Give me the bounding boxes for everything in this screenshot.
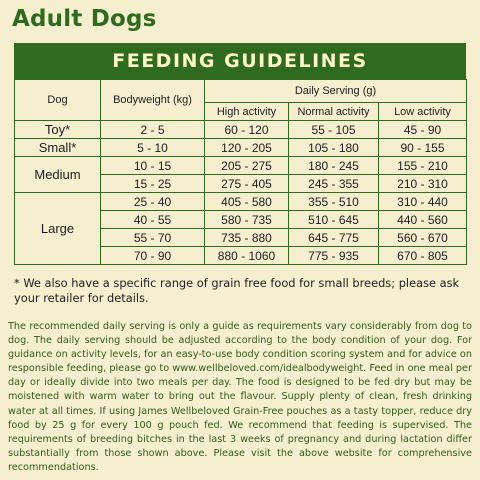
dog-size-cell: Large: [15, 193, 101, 265]
page-title: Adult Dogs: [12, 6, 157, 32]
weight-cell: 25 - 40: [101, 193, 205, 211]
high-cell: 880 - 1060: [205, 247, 289, 265]
header-low-activity: Low activity: [379, 103, 467, 121]
weight-cell: 2 - 5: [101, 121, 205, 139]
weight-cell: 55 - 70: [101, 229, 205, 247]
weight-cell: 10 - 15: [101, 157, 205, 175]
low-cell: 45 - 90: [379, 121, 467, 139]
dog-size-cell: Small*: [15, 139, 101, 157]
low-cell: 210 - 310: [379, 175, 467, 193]
high-cell: 735 - 880: [205, 229, 289, 247]
normal-cell: 775 - 935: [289, 247, 379, 265]
dog-size-cell: Toy*: [15, 121, 101, 139]
weight-cell: 70 - 90: [101, 247, 205, 265]
low-cell: 670 - 805: [379, 247, 467, 265]
low-cell: 310 - 440: [379, 193, 467, 211]
high-cell: 60 - 120: [205, 121, 289, 139]
header-normal-activity: Normal activity: [289, 103, 379, 121]
weight-cell: 40 - 55: [101, 211, 205, 229]
normal-cell: 245 - 355: [289, 175, 379, 193]
low-cell: 155 - 210: [379, 157, 467, 175]
table-row: [15, 193, 467, 211]
high-cell: 405 - 580: [205, 193, 289, 211]
normal-cell: 180 - 245: [289, 157, 379, 175]
weight-cell: 5 - 10: [101, 139, 205, 157]
guidelines-grid: [14, 79, 467, 265]
low-cell: 440 - 560: [379, 211, 467, 229]
low-cell: 90 - 155: [379, 139, 467, 157]
dog-size-cell: Medium: [15, 157, 101, 193]
feeding-guidelines-table: [14, 43, 466, 265]
weight-cell: 15 - 25: [101, 175, 205, 193]
header-high-activity: High activity: [205, 103, 289, 121]
table-row: [15, 157, 467, 175]
table-row: [15, 139, 467, 157]
table-row: [15, 121, 467, 139]
header-daily-serving: Daily Serving (g): [205, 80, 467, 103]
low-cell: 560 - 670: [379, 229, 467, 247]
header-dog: Dog: [15, 80, 101, 121]
header-row: [15, 80, 467, 103]
header-bodyweight: Bodyweight (kg): [101, 80, 205, 121]
high-cell: 580 - 735: [205, 211, 289, 229]
footnote: * We also have a specific range of grain free food for small breeds; please ask your retailer for details.: [14, 276, 460, 305]
high-cell: 120 - 205: [205, 139, 289, 157]
normal-cell: 105 - 180: [289, 139, 379, 157]
table-banner: FEEDING GUIDELINES: [14, 43, 466, 79]
normal-cell: 510 - 645: [289, 211, 379, 229]
normal-cell: 645 - 775: [289, 229, 379, 247]
high-cell: 275 - 405: [205, 175, 289, 193]
normal-cell: 55 - 105: [289, 121, 379, 139]
normal-cell: 355 - 510: [289, 193, 379, 211]
feeding-advice-text: The recommended daily serving is only a guide as requirements vary considerably from dog to dog. The daily serving should be adjusted according to the body condition of your dog. For guidance on activity levels, for an easy-to-use body condition scoring system and for advice on responsible feeding, please go to www.wellbeloved.com/idealbodyweight. Feed in one meal per day or ideally divide into two meals per day. The food is designed to be fed dry but may be moistened with warm water to bring out the flavour. Supply plenty of clean, fresh drinking water at all times. If using James Wellbeloved Grain-Free pouches as a tasty topper, reduce dry food by 25 g for every 100 g pouch fed. We recommend that feeding is supervised. The requirements of breeding bitches in the last 3 weeks of pregnancy and during lactation differ substantially from those shown above. Please visit the above website for comprehensive recommendations.: [8, 321, 472, 473]
high-cell: 205 - 275: [205, 157, 289, 175]
